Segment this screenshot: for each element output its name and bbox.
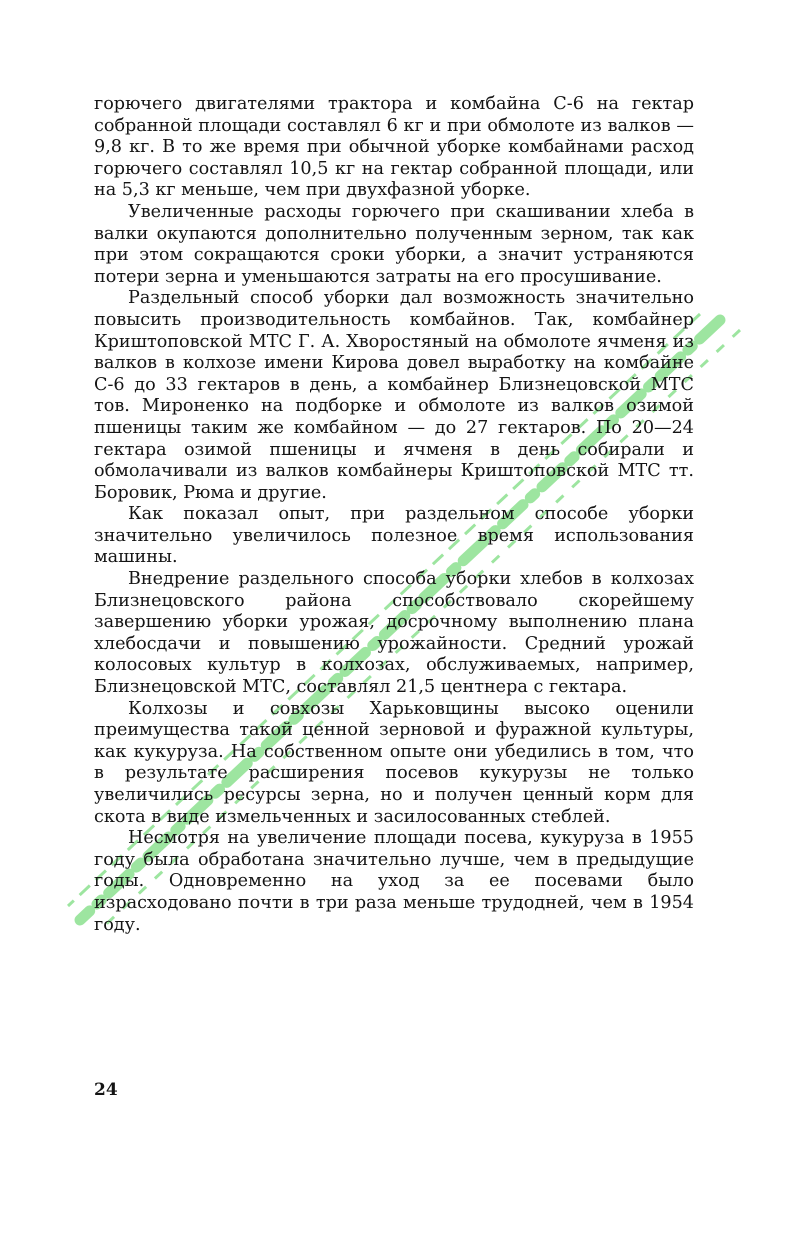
paragraph-3: Раздельный способ уборки дал возможность значительно повысить производительность комбайнов. Так, комбайнер Криштоповской МТС Г. А. Хворостяный на обмолоте ячменя из валков в колхозе имени Кирова довел выработку на комбайне С-6 до 33 гектаров в день, а комбайнер Близнецовской МТС тов. Мироненко на подборке и обмолоте из валков озимой пшеницы таким же комбайном — до 27 гектаров. По 20—24 гектара озимой пшеницы и ячменя в день собирали и обмолачивали из валков комбайнеры Криштоповской МТС тт. Боровик, Рюма и другие.	[94, 288, 694, 503]
paragraph-5: Внедрение раздельного способа уборки хлебов в колхозах Близнецовского района способствовало скорейшему завершению уборки урожая, досрочному выполнению плана хлебосдачи и повышению урожайности. Средний урожай колосовых культур в колхозах, обслуживаемых, например, Близнецовской МТС, составлял 21,5 центнера с гектара.	[94, 569, 694, 698]
paragraph-6: Колхозы и совхозы Харьковщины высоко оценили преимущества такой ценной зерновой и фуражной культуры, как кукуруза. На собственном опыте они убедились в том, что в результате расширения посевов кукурузы не только увеличились ресурсы зерна, но и получен ценный корм для скота в виде измельченных и засилосованных стеблей.	[94, 698, 694, 827]
page-number: 24	[94, 1080, 118, 1100]
paragraph-7: Несмотря на увеличение площади посева, кукуруза в 1955 году была обработана значительно лучше, чем в предыдущие годы. Одновременно на уход за ее посевами было израсходовано почти в три раза меньше трудодней, чем в 1954 году.	[94, 828, 694, 935]
paragraph-2: Увеличенные расходы горючего при скашивании хлеба в валки окупаются дополнительно полученным зерном, так как при этом сокращаются сроки уборки, а значит устраняются потери зерна и уменьшаются затраты на его просушивание.	[94, 201, 694, 287]
paragraph-1: горючего двигателями трактора и комбайна С-6 на гектар собранной площади составлял 6 кг и при обмолоте из валков — 9,8 кг. В то же время при обычной уборке комбайнами расход горючего составлял 10,5 кг на гектар собранной площади, или на 5,3 кг меньше, чем при двухфазной уборке.	[94, 94, 694, 201]
body-text	[94, 94, 694, 936]
paragraph-4: Как показал опыт, при раздельном способе уборки значительно увеличилось полезное время использования машины.	[94, 504, 694, 568]
